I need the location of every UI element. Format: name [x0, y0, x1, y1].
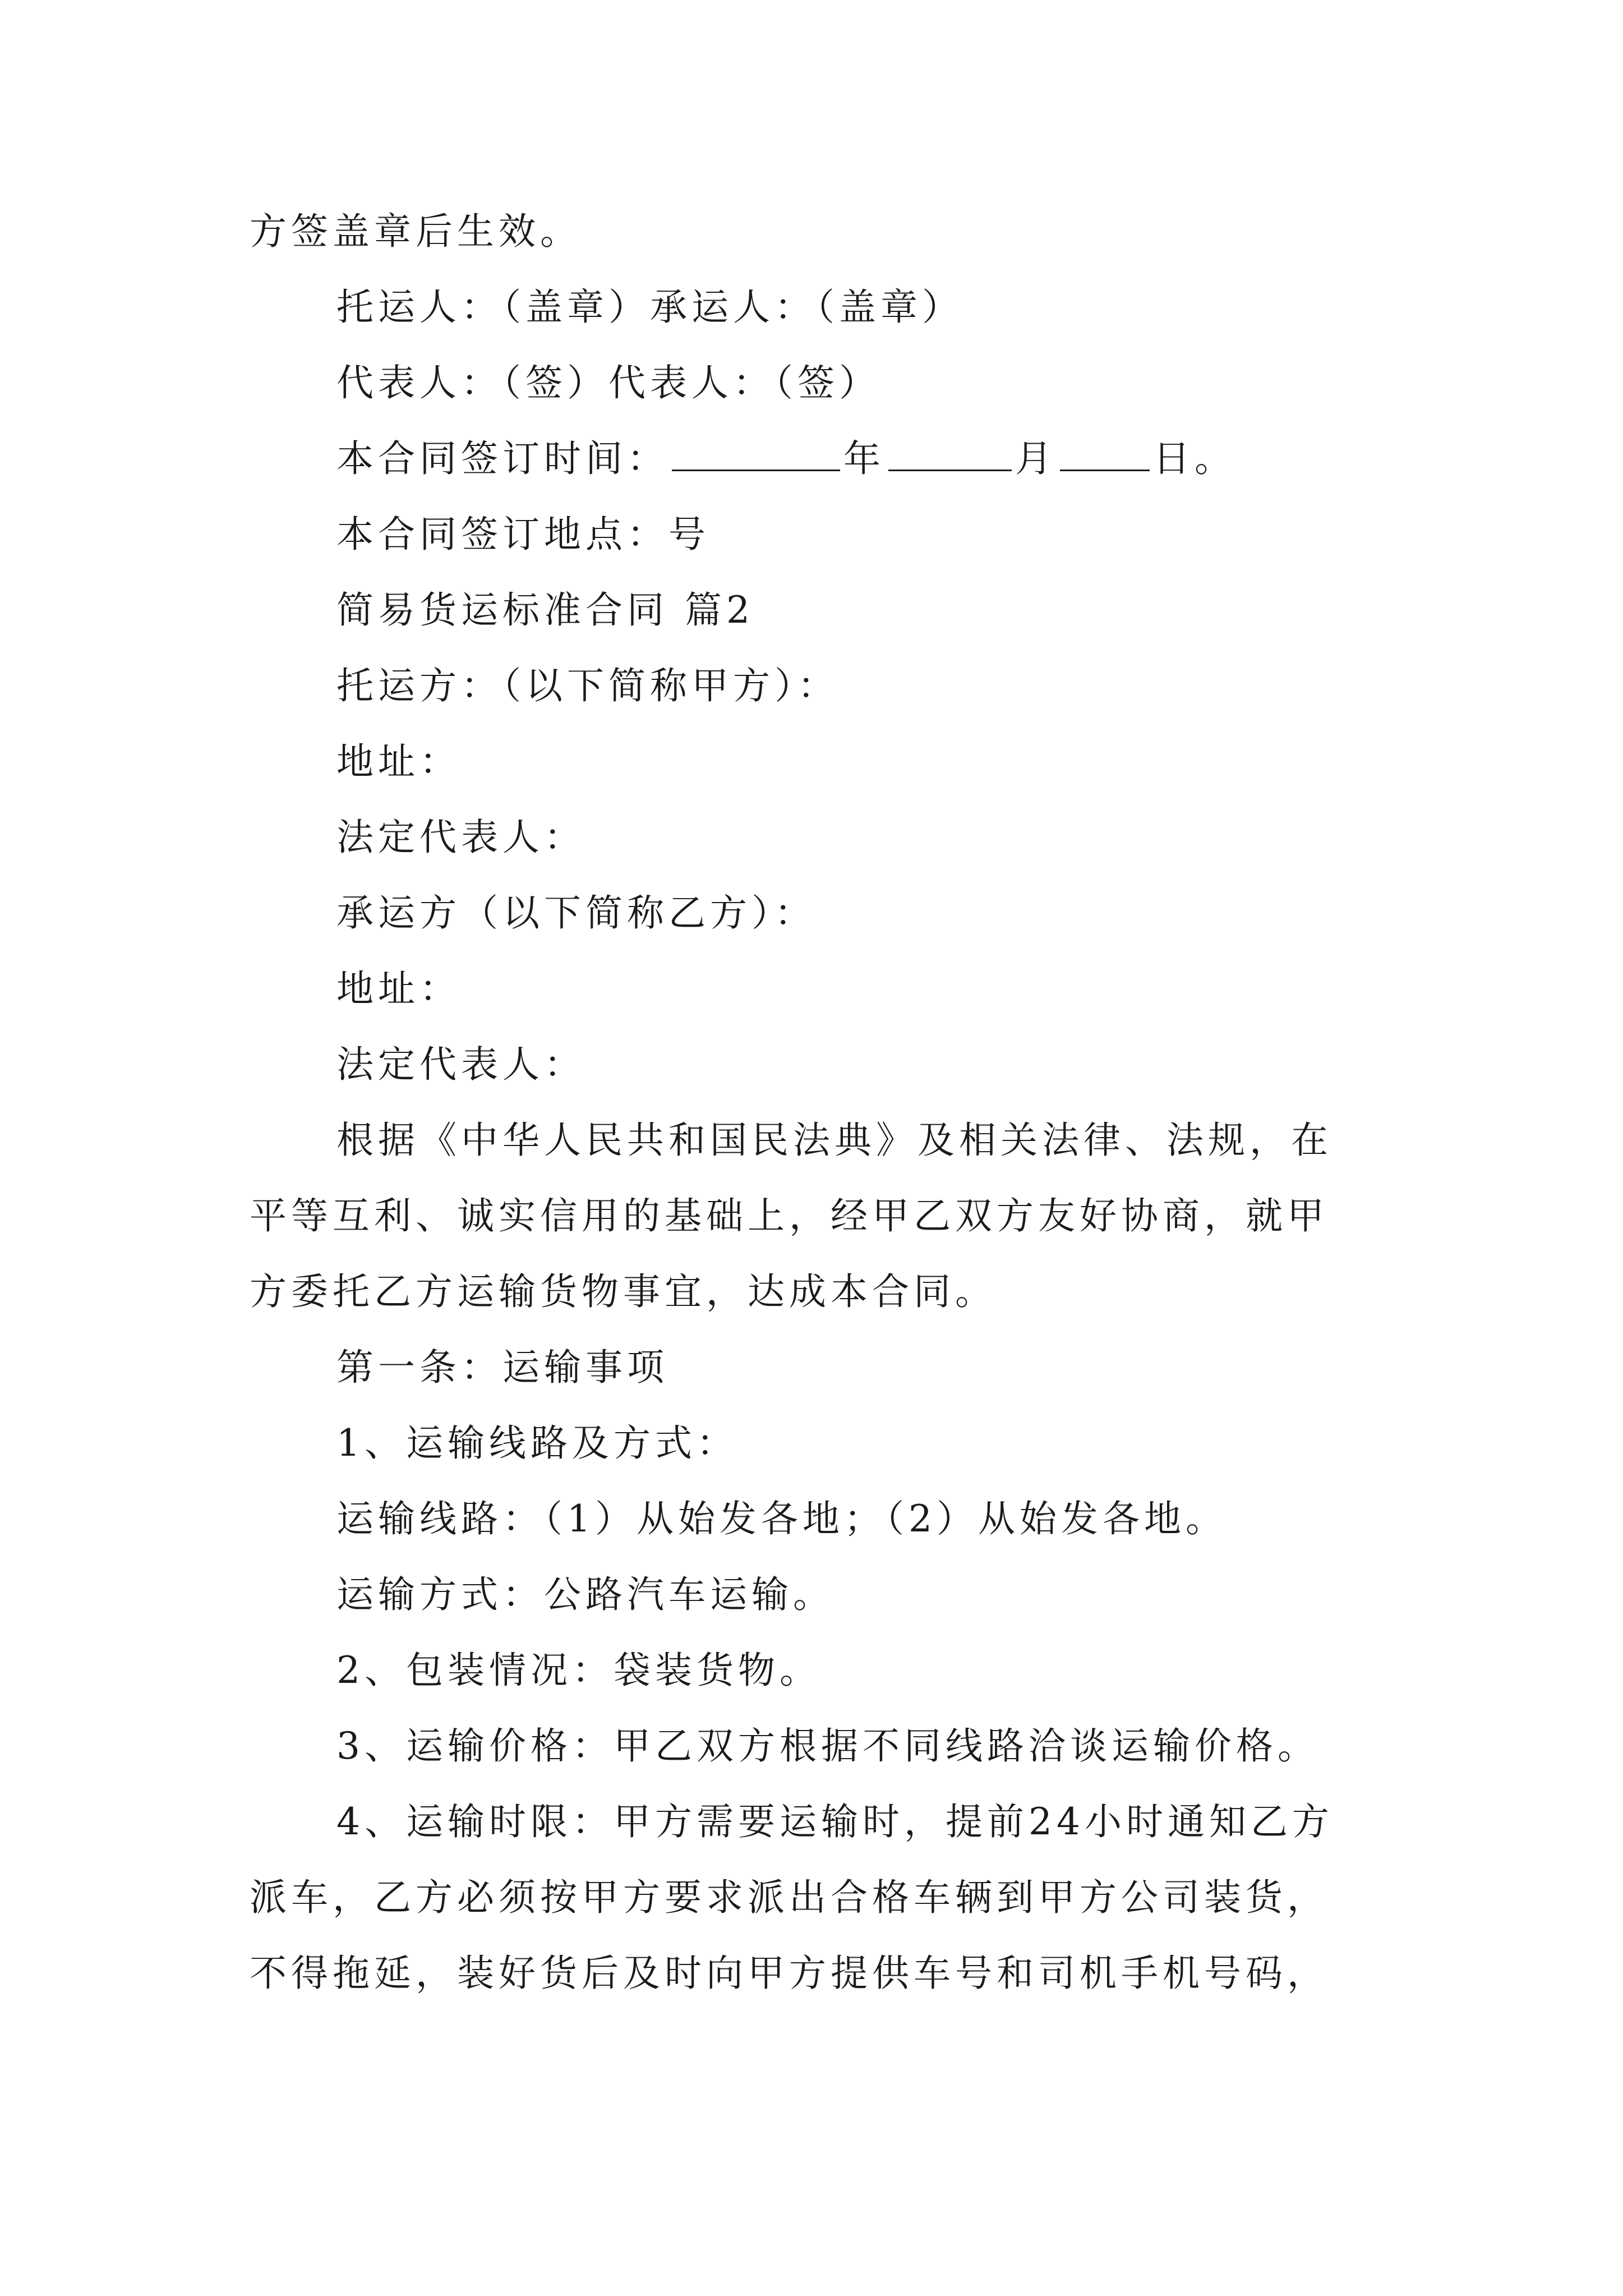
text-line: 本合同签订地点：号 — [336, 513, 710, 556]
text-line: 法定代表人： — [336, 816, 585, 859]
blank-field — [672, 436, 840, 471]
sign-date-label: 本合同签订时间： — [336, 437, 668, 480]
text-line: 第一条：运输事项 — [336, 1346, 668, 1389]
text-line: 平等互利、诚实信用的基础上，经甲乙双方友好协商，就甲 — [250, 1194, 1329, 1237]
month-label: 月 — [1015, 437, 1057, 480]
text-line: 托运人：（盖章）承运人：（盖章） — [336, 286, 963, 329]
blank-field — [1060, 436, 1150, 471]
text-line: 地址： — [336, 967, 461, 1010]
text-line: 代表人：（签）代表人：（签） — [336, 361, 880, 404]
section-heading: 简易货运标准合同 篇2 — [336, 588, 754, 632]
text-line: 承运方（以下简称乙方）： — [336, 891, 816, 935]
text-line: 托运方：（以下简称甲方）： — [336, 664, 839, 707]
sign-date-line — [336, 432, 1382, 486]
text-line: 4、运输时限：甲方需要运输时，提前24小时通知乙方 — [336, 1800, 1334, 1843]
blank-field — [888, 436, 1012, 471]
text-line: 方委托乙方运输货物事宜，达成本合同。 — [250, 1270, 997, 1313]
text-line: 不得拖延，装好货后及时向甲方提供车号和司机手机号码， — [250, 1952, 1329, 1995]
day-label: 日。 — [1153, 437, 1236, 480]
text-line: 根据《中华人民共和国民法典》及相关法律、法规，在 — [336, 1119, 1332, 1162]
text-line: 法定代表人： — [336, 1043, 585, 1086]
text-line: 方签盖章后生效。 — [250, 210, 582, 253]
text-line: 3、运输价格：甲乙双方根据不同线路洽谈运输价格。 — [336, 1724, 1319, 1768]
text-line: 1、运输线路及方式： — [336, 1421, 738, 1465]
text-line: 运输方式：公路汽车运输。 — [336, 1573, 834, 1616]
text-line: 派车，乙方必须按甲方要求派出合格车辆到甲方公司装货， — [250, 1876, 1329, 1919]
year-label: 年 — [843, 437, 885, 480]
text-line: 2、包装情况：袋装货物。 — [336, 1649, 821, 1692]
text-line: 运输线路：（1）从始发各地；（2）从始发各地。 — [336, 1497, 1227, 1540]
text-line: 地址： — [336, 740, 461, 783]
